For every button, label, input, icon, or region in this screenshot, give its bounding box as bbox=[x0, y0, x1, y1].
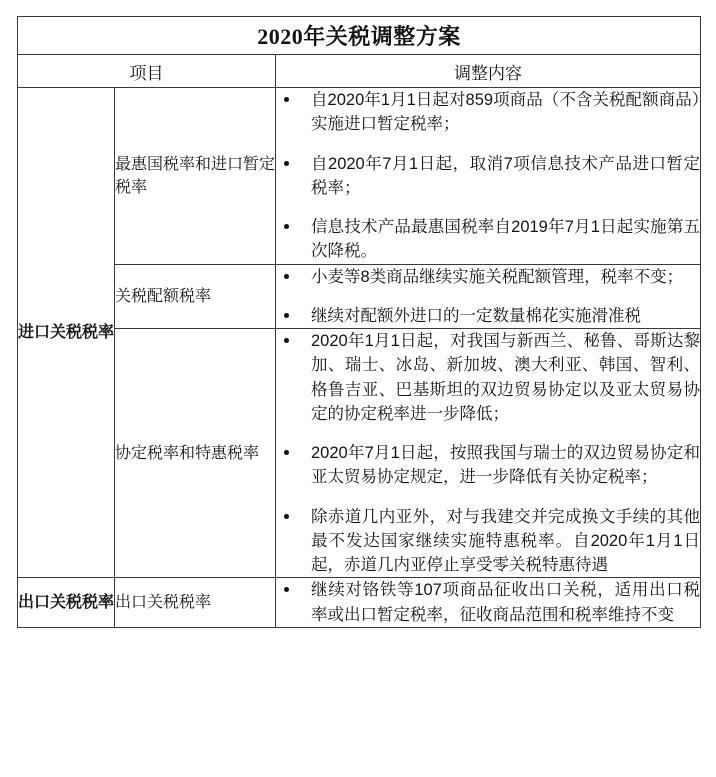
list-item: 继续对铬铁等107项商品征收出口关税，适用出口税率或出口暂定税率，征收商品范围和税率维持不变 bbox=[276, 578, 700, 627]
subsection-label-agreement-preferential: 协定税率和特惠税率 bbox=[115, 329, 276, 578]
subsection-label-export-tariff-rate: 出口关税税率 bbox=[115, 578, 276, 628]
bullet-list bbox=[276, 88, 700, 264]
list-item: 2020年1月1日起，对我国与新西兰、秘鲁、哥斯达黎加、瑞士、冰岛、新加坡、澳大利亚、韩国、智利、格鲁吉亚、巴基斯坦的双边贸易协定以及亚太贸易协定的协定税率进一步降低； bbox=[276, 329, 700, 426]
list-item: 自2020年7月1日起，取消7项信息技术产品进口暂定税率； bbox=[276, 152, 700, 201]
table-header-row bbox=[18, 55, 701, 88]
content-cell-mfn-provisional bbox=[276, 88, 701, 265]
tariff-adjustment-table bbox=[17, 16, 701, 628]
group-label-export-tariff: 出口关税税率 bbox=[18, 578, 115, 628]
list-item: 信息技术产品最惠国税率自2019年7月1日起实施第五次降税。 bbox=[276, 215, 700, 264]
list-item: 自2020年1月1日起对859项商品（不含关税配额商品）实施进口暂定税率； bbox=[276, 88, 700, 137]
list-item: 小麦等8类商品继续实施关税配额管理，税率不变； bbox=[276, 265, 700, 289]
table-row bbox=[18, 264, 701, 329]
list-item: 2020年7月1日起，按照我国与瑞士的双边贸易协定和亚太贸易协定规定，进一步降低有关协定税率； bbox=[276, 441, 700, 490]
subsection-label-tariff-quota: 关税配额税率 bbox=[115, 264, 276, 329]
column-header-content: 调整内容 bbox=[276, 55, 701, 88]
page-title: 2020年关税调整方案 bbox=[18, 17, 701, 55]
group-label-import-tariff: 进口关税税率 bbox=[18, 88, 115, 578]
content-cell-agreement-preferential bbox=[276, 329, 701, 578]
bullet-list bbox=[276, 578, 700, 627]
column-header-item: 项目 bbox=[18, 55, 276, 88]
table-row bbox=[18, 329, 701, 578]
table-title-row bbox=[18, 17, 701, 55]
content-cell-tariff-quota bbox=[276, 264, 701, 329]
bullet-list bbox=[276, 265, 700, 329]
list-item: 除赤道几内亚外，对与我建交并完成换文手续的其他最不发达国家继续实施特惠税率。自2020年1月1日起，赤道几内亚停止享受零关税特惠待遇 bbox=[276, 505, 700, 578]
table-row bbox=[18, 88, 701, 265]
content-cell-export-tariff bbox=[276, 578, 701, 628]
list-item: 继续对配额外进口的一定数量棉花实施滑准税 bbox=[276, 304, 700, 328]
table-row bbox=[18, 578, 701, 628]
bullet-list bbox=[276, 329, 700, 577]
subsection-label-mfn-provisional: 最惠国税率和进口暂定税率 bbox=[115, 88, 276, 265]
